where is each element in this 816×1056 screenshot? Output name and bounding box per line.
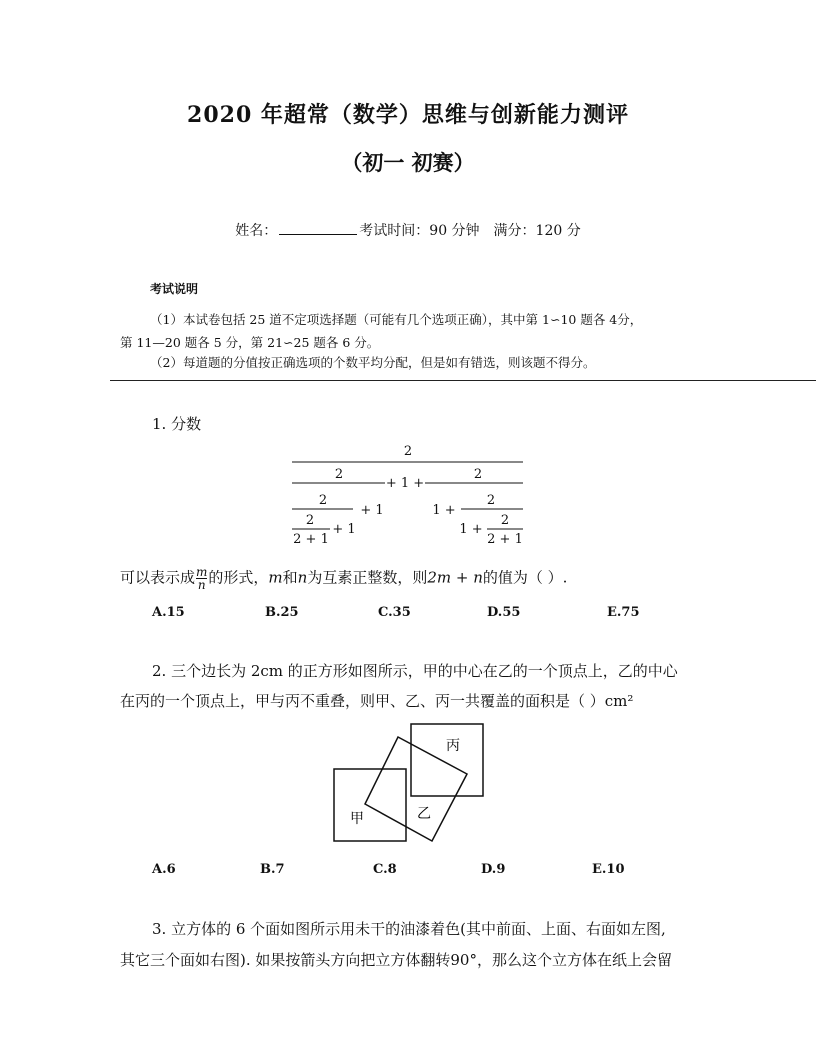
label-bing: 丙 [446, 738, 460, 754]
q2-option-d[interactable]: D.9 [481, 862, 506, 877]
q1-follow-mid2: 为互素正整数，则 [307, 568, 428, 587]
q1-option-e[interactable]: E.75 [607, 605, 640, 620]
frac-mid-op: + 1 + [385, 476, 425, 491]
q1-var-m: m [268, 568, 283, 587]
q3-line-1: 3. 立方体的 6 个面如图所示用未干的油漆着色(其中前面、上面、右面如左图, [152, 920, 666, 938]
divider [110, 380, 816, 381]
exam-info [0, 220, 816, 240]
q1-inline-frac-num: m [196, 565, 208, 579]
frac-r3-oneplus: 1 + [459, 522, 483, 537]
q1-follow-mid1: 的形式， [208, 568, 269, 587]
q1-option-a[interactable]: A.15 [152, 605, 185, 620]
q1-follow-suffix: 的值为（ ）. [482, 568, 568, 587]
q2-option-e[interactable]: E.10 [592, 862, 625, 877]
frac-r3-num: 2 [500, 513, 510, 528]
q1-expr: 2m + n [427, 568, 483, 587]
q2-line-1: 2. 三个边长为 2cm 的正方形如图所示，甲的中心在乙的一个顶点上，乙的中心 [152, 662, 678, 680]
instruction-line-1: （1）本试卷包括 25 道不定项选择题（可能有几个选项正确），其中第 1∽10 题各 4分， [150, 312, 643, 327]
q1-inline-frac [196, 566, 207, 591]
q1-options [0, 605, 816, 625]
q1-fraction [285, 440, 535, 552]
frac-l3-plus: + 1 [332, 522, 356, 537]
score-label: 满分：120 分 [493, 223, 581, 239]
exam-subtitle: （初一 初赛） [341, 150, 475, 175]
q2-line-2: 在丙的一个顶点上，甲与丙不重叠，则甲、乙、丙一共覆盖的面积是（ ）cm² [120, 692, 634, 710]
exam-title: 2020 年超常（数学）思维与创新能力测评 [187, 102, 629, 128]
q2-option-b[interactable]: B.7 [260, 862, 285, 877]
instructions-heading: 考试说明 [150, 282, 199, 296]
square-bing [411, 724, 483, 796]
q1-followup [120, 566, 567, 591]
instruction-line-2: 第 11—20 题各 5 分，第 21∽25 题各 6 分。 [120, 335, 380, 350]
frac-right-num: 2 [473, 467, 483, 482]
frac-left-num: 2 [334, 467, 344, 482]
frac-l3-num: 2 [305, 513, 315, 528]
q2-options [0, 862, 816, 882]
q2-option-a[interactable]: A.6 [152, 862, 176, 877]
frac-top-num: 2 [403, 444, 413, 459]
q1-option-d[interactable]: D.55 [487, 605, 521, 620]
name-label: 姓名： [235, 223, 278, 239]
name-blank [279, 221, 357, 235]
q1-option-b[interactable]: B.25 [265, 605, 299, 620]
frac-l2-plus: + 1 [360, 503, 384, 518]
label-yi: 乙 [417, 806, 431, 822]
q1-follow-prefix: 可以表示成 [120, 568, 196, 587]
frac-l3-den: 2 + 1 [293, 532, 329, 547]
q2-option-c[interactable]: C.8 [373, 862, 397, 877]
frac-l2-num: 2 [318, 493, 328, 508]
q2-figure [325, 718, 495, 848]
q1-stem: 1. 分数 [152, 415, 202, 433]
frac-r2-oneplus: 1 + [432, 503, 456, 518]
instruction-line-3: （2）每道题的分值按正确选项的个数平均分配，但是如有错选，则该题不得分。 [150, 355, 596, 370]
q1-inline-frac-den: n [197, 578, 206, 592]
time-label: 考试时间：90 分钟 [359, 223, 480, 239]
q1-option-c[interactable]: C.35 [378, 605, 411, 620]
square-jia [334, 769, 406, 841]
frac-r3-den: 2 + 1 [487, 532, 523, 547]
q3-line-2: 其它三个面如右图). 如果按箭头方向把立方体翻转90°，那么这个立方体在纸上会留 [120, 951, 672, 969]
label-jia: 甲 [350, 811, 364, 827]
q1-and: 和 [282, 568, 298, 587]
q1-var-n: n [297, 568, 308, 587]
frac-r2-num: 2 [486, 493, 496, 508]
